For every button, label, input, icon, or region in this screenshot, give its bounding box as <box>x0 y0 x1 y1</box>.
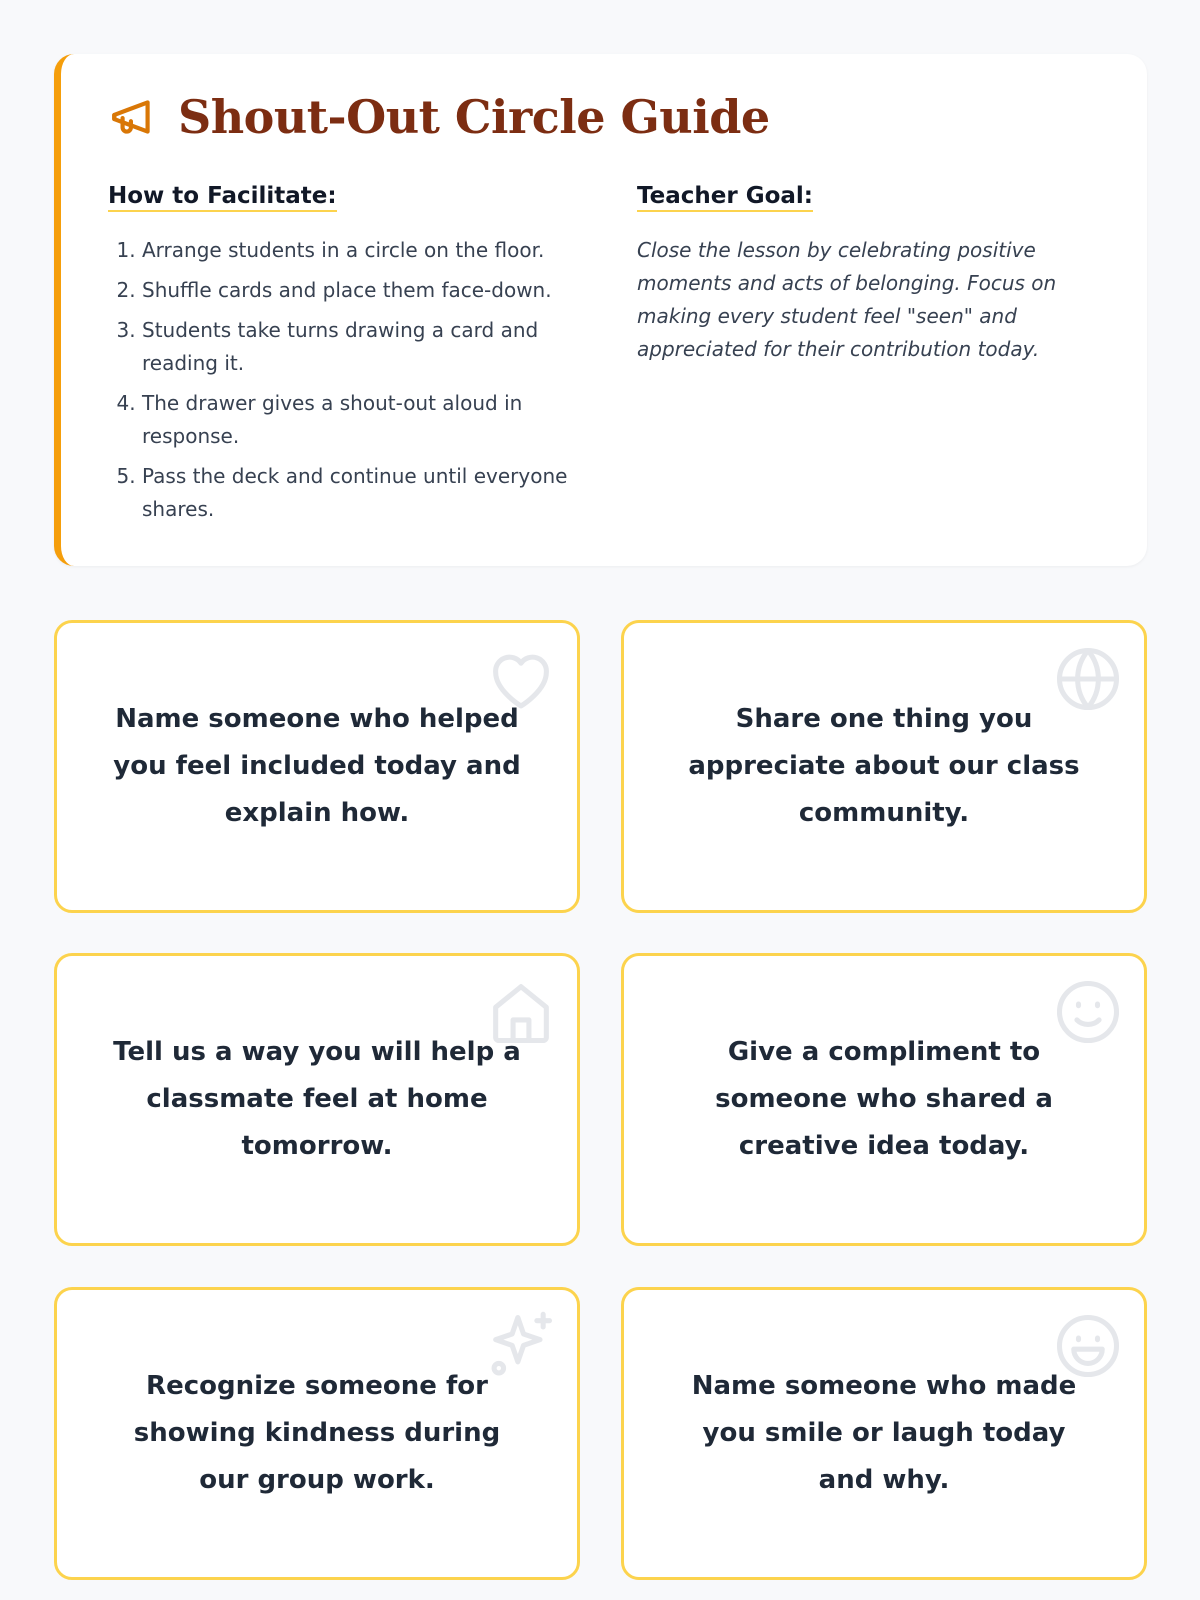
prompt-card[interactable] <box>621 1287 1147 1580</box>
prompt-card[interactable] <box>54 620 580 913</box>
prompt-card[interactable] <box>54 953 580 1246</box>
prompt-card[interactable] <box>621 953 1147 1246</box>
card-prompt-text: Name someone who helped you feel included today and explain how. <box>113 704 521 828</box>
card-prompt-text: Tell us a way you will help a classmate feel at home tomorrow. <box>113 1037 521 1161</box>
card-prompt-text: Recognize someone for showing kindness during our group work. <box>133 1371 501 1495</box>
card-prompt-text: Name someone who made you smile or laugh today and why. <box>691 1371 1077 1495</box>
step-item: 3. Students take turns drawing a card and reading it. <box>142 314 588 380</box>
facilitate-section <box>108 184 588 533</box>
facilitate-steps <box>108 234 588 526</box>
guide-header <box>108 92 770 142</box>
goal-heading: Teacher Goal: <box>637 184 813 212</box>
card-prompt-text: Share one thing you appreciate about our class community. <box>688 704 1080 828</box>
guide-panel <box>54 54 1147 566</box>
step-item: 4. The drawer gives a shout-out aloud in response. <box>142 387 588 453</box>
goal-text: Close the lesson by celebrating positive moments and acts of belonging. Focus on making every student feel "seen" and appreciated for their contribution today. <box>637 238 1057 362</box>
prompt-card[interactable] <box>621 620 1147 913</box>
card-prompt-text: Give a compliment to someone who shared a creative idea today. <box>715 1037 1053 1161</box>
step-item: 5. Pass the deck and continue until everyone shares. <box>142 460 588 526</box>
goal-section <box>637 184 1097 366</box>
facilitate-heading: How to Facilitate: <box>108 184 337 212</box>
guide-title: Shout-Out Circle Guide <box>178 90 770 144</box>
step-item: 2. Shuffle cards and place them face-down. <box>142 274 588 307</box>
prompt-card[interactable] <box>54 1287 580 1580</box>
step-item: 1. Arrange students in a circle on the floor. <box>142 234 588 267</box>
megaphone-icon <box>108 92 158 142</box>
